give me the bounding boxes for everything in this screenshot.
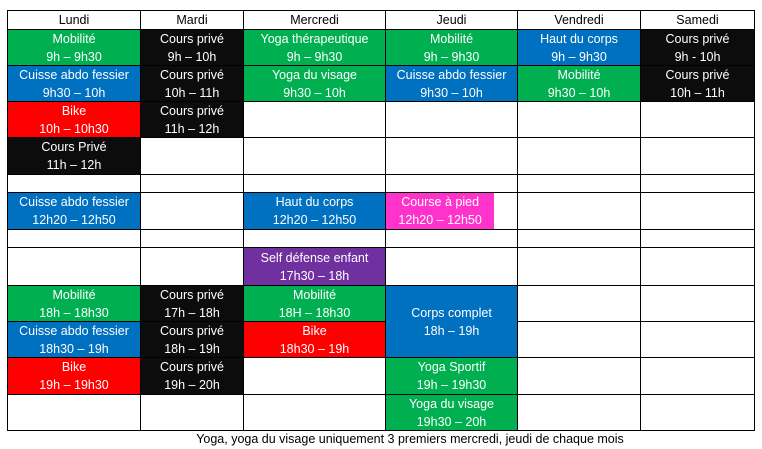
class-title: Bike — [302, 323, 327, 338]
empty-slot — [140, 137, 244, 175]
empty-slot — [243, 101, 386, 138]
class-time: 19h – 19h30 — [39, 378, 109, 392]
table-right-border — [754, 10, 755, 431]
class-title: Cours privé — [160, 103, 224, 118]
class-block — [386, 286, 517, 357]
class-block — [8, 193, 140, 229]
empty-slot — [517, 285, 641, 322]
class-block — [641, 30, 754, 65]
class-block — [141, 358, 243, 394]
empty-slot — [385, 229, 518, 248]
class-block — [8, 102, 140, 137]
class-title: Cours privé — [160, 67, 224, 82]
empty-slot — [140, 394, 244, 431]
class-time: 9h – 10h — [167, 49, 217, 64]
class-block — [8, 358, 140, 394]
empty-slot — [517, 137, 641, 175]
class-block — [386, 66, 517, 101]
empty-slot — [640, 101, 755, 138]
class-time: 18h – 19h — [164, 341, 220, 356]
empty-slot — [385, 174, 518, 193]
class-time: 10h – 11h — [670, 85, 725, 100]
class-block — [244, 248, 385, 285]
empty-slot — [243, 357, 386, 395]
class-time: 12h20 – 12h50 — [398, 213, 482, 227]
class-time: 12h20 – 12h50 — [272, 213, 357, 227]
empty-slot — [640, 247, 755, 286]
class-time: 17h30 – 18h — [279, 268, 350, 283]
class-title: Corps complet — [411, 305, 492, 320]
class-time: 9h30 – 10h — [420, 85, 483, 100]
empty-slot — [640, 357, 755, 395]
class-title: Cours Privé — [41, 140, 107, 154]
empty-slot — [7, 247, 141, 286]
schedule-footnote: Yoga, yoga du visage uniquement 3 premiers mercredi, jeudi de chaque mois — [196, 432, 624, 446]
empty-slot — [517, 174, 641, 193]
class-time: 9h - 10h — [674, 49, 721, 64]
class-time: 18h30 – 19h — [39, 341, 109, 356]
empty-slot — [640, 394, 755, 431]
class-title: Cuisse abdo fessier — [19, 323, 129, 338]
class-block — [141, 286, 243, 321]
class-time: 19h30 – 20h — [416, 414, 487, 429]
class-block — [8, 322, 140, 357]
empty-slot — [385, 137, 518, 175]
class-title: Cuisse abdo fessier — [396, 67, 507, 82]
class-time: 9h – 9h30 — [286, 49, 343, 64]
class-title: Self défense enfant — [260, 250, 369, 265]
class-title: Mobilité — [292, 287, 337, 302]
class-title: Bike — [61, 103, 87, 118]
class-block — [8, 286, 140, 321]
class-block — [244, 322, 385, 357]
empty-slot — [385, 247, 518, 286]
empty-slot — [640, 174, 755, 193]
class-block — [518, 66, 640, 101]
empty-slot — [140, 229, 244, 248]
class-block — [244, 193, 385, 229]
class-title: Cours privé — [665, 67, 730, 82]
empty-slot — [7, 229, 141, 248]
class-time: 9h – 9h30 — [423, 49, 480, 64]
class-title: Cuisse abdo fessier — [19, 67, 129, 82]
class-block — [141, 102, 243, 137]
class-time: 10h – 10h30 — [39, 121, 109, 136]
class-block — [641, 66, 754, 101]
class-title: Cours privé — [160, 360, 224, 374]
class-block — [141, 322, 243, 357]
class-title: Cours privé — [160, 323, 224, 338]
class-time: 19h – 19h30 — [416, 378, 487, 392]
day-header-samedi: Samedi — [640, 10, 755, 30]
class-block — [8, 66, 140, 101]
class-block — [8, 138, 140, 174]
empty-slot — [517, 394, 641, 431]
class-block — [141, 30, 243, 65]
class-time: 11h – 12h — [46, 158, 102, 172]
class-time: 9h30 – 10h — [42, 85, 106, 100]
empty-slot — [517, 229, 641, 248]
class-title: Yoga du visage — [408, 396, 495, 411]
empty-slot — [517, 321, 641, 358]
day-header-lundi: Lundi — [7, 10, 141, 30]
class-time: 9h – 9h30 — [551, 49, 607, 64]
class-title: Yoga thérapeutique — [260, 31, 369, 46]
class-block — [386, 30, 517, 65]
day-header-mardi: Mardi — [140, 10, 244, 30]
class-time: 18h – 19h — [423, 323, 480, 338]
class-block — [8, 30, 140, 65]
class-title: Haut du corps — [275, 195, 354, 209]
empty-slot — [640, 321, 755, 358]
empty-slot — [517, 357, 641, 395]
class-block — [386, 193, 494, 229]
empty-slot — [7, 394, 141, 431]
class-block — [244, 286, 385, 321]
empty-slot — [140, 247, 244, 286]
class-time: 18H – 18h30 — [278, 305, 351, 320]
empty-slot — [243, 137, 386, 175]
class-title: Yoga Sportif — [417, 360, 486, 374]
class-title: Cours privé — [160, 31, 224, 46]
class-title: Yoga du visage — [271, 67, 358, 82]
empty-slot — [140, 192, 244, 230]
class-time: 9h – 9h30 — [46, 49, 102, 64]
class-time: 9h30 – 10h — [547, 85, 611, 100]
empty-slot — [243, 229, 386, 248]
class-time: 9h30 – 10h — [283, 85, 346, 100]
class-title: Cours privé — [665, 31, 730, 46]
class-block — [141, 66, 243, 101]
day-header-vendredi: Vendredi — [517, 10, 641, 30]
empty-slot — [7, 174, 141, 193]
day-header-mercredi: Mercredi — [243, 10, 386, 30]
class-time: 18h30 – 19h — [279, 341, 350, 356]
empty-slot — [385, 101, 518, 138]
empty-slot — [517, 101, 641, 138]
class-block — [386, 358, 517, 394]
day-header-jeudi: Jeudi — [385, 10, 518, 30]
empty-slot — [140, 174, 244, 193]
class-title: Mobilité — [52, 31, 96, 46]
class-title: Mobilité — [557, 67, 601, 82]
empty-slot — [640, 229, 755, 248]
class-block — [244, 30, 385, 65]
class-title: Bike — [61, 360, 87, 374]
class-time: 11h – 12h — [164, 121, 220, 136]
class-block — [244, 66, 385, 101]
class-title: Haut du corps — [540, 31, 618, 46]
class-time: 19h – 20h — [164, 378, 220, 392]
class-time: 18h – 18h30 — [39, 305, 109, 320]
empty-slot — [640, 285, 755, 322]
empty-slot — [640, 137, 755, 175]
class-block — [518, 30, 640, 65]
class-title: Mobilité — [52, 287, 96, 302]
class-time: 10h – 11h — [164, 85, 220, 100]
empty-slot — [640, 192, 755, 230]
empty-slot — [517, 247, 641, 286]
class-title: Mobilité — [429, 31, 474, 46]
class-title: Cours privé — [160, 287, 224, 302]
class-time: 12h20 – 12h50 — [32, 213, 116, 227]
empty-slot — [517, 192, 641, 230]
empty-slot — [243, 394, 386, 431]
class-time: 17h – 18h — [164, 305, 220, 320]
class-block — [386, 395, 517, 430]
empty-slot — [243, 174, 386, 193]
class-title: Cuisse abdo fessier — [19, 195, 129, 209]
class-title: Course à pied — [401, 195, 480, 209]
